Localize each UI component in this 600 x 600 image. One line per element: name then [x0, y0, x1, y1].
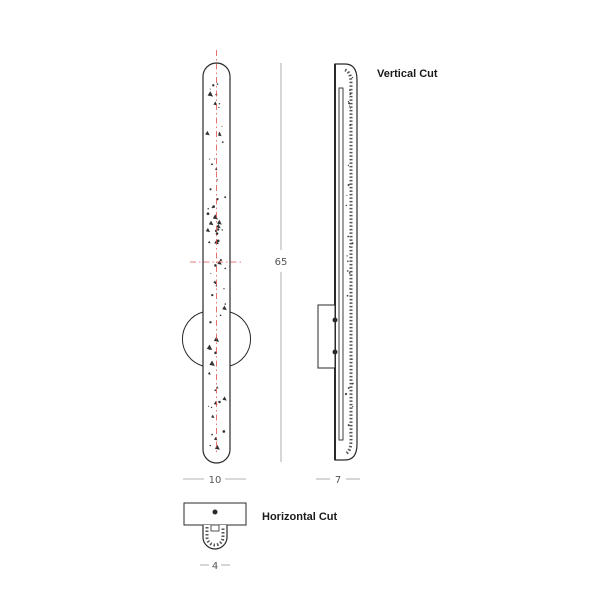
side-speckle: [348, 184, 350, 186]
side-speckle: [348, 101, 349, 102]
side-speckle: [348, 165, 349, 166]
speckle: [212, 84, 214, 86]
side-speckle: [351, 242, 353, 244]
speckle: [210, 445, 211, 446]
speckle: [208, 406, 209, 407]
speckle: [212, 207, 213, 208]
side-screw-upper: [333, 318, 338, 323]
cut-inner-channel: [211, 525, 219, 531]
width-dim-label: 10: [208, 475, 222, 486]
side-speckle: [350, 75, 351, 76]
speckle: [214, 389, 216, 391]
side-speckle: [348, 387, 350, 389]
depth-dimension: [316, 475, 360, 486]
speckle: [216, 179, 217, 180]
speckle: [209, 321, 211, 323]
speckle: [220, 315, 222, 317]
speckle: [222, 430, 225, 433]
side-speckle: [346, 205, 347, 206]
side-speckle: [352, 406, 353, 407]
side-screw-lower: [333, 350, 338, 355]
side-speckle: [352, 77, 353, 78]
side-speckle: [349, 433, 350, 434]
side-speckle: [346, 255, 347, 256]
speckle: [218, 107, 219, 108]
side-speckle: [347, 260, 349, 262]
cut-screw: [213, 510, 218, 515]
speckle: [217, 83, 219, 85]
side-speckle: [346, 195, 347, 196]
side-speckle: [351, 358, 353, 360]
cut-depth-label: 4: [211, 561, 219, 572]
front-view: [182, 50, 250, 463]
speckle: [209, 159, 210, 160]
speckle: [210, 188, 212, 190]
side-speckle: [348, 424, 350, 426]
speckle: [211, 294, 213, 296]
speckle: [220, 259, 222, 261]
speckle: [211, 434, 213, 436]
speckle: [218, 401, 220, 403]
speckle: [219, 103, 220, 104]
side-wall-bracket: [318, 305, 335, 368]
side-speckle: [349, 124, 351, 126]
horizontal-cut-view: [184, 503, 246, 549]
speckle: [224, 268, 226, 270]
speckle: [224, 303, 226, 305]
side-speckle: [349, 93, 351, 95]
speckle: [207, 208, 209, 210]
speckle: [223, 288, 224, 289]
speckle: [211, 407, 212, 408]
cut-depth-dimension: [200, 561, 230, 572]
side-speckle: [352, 383, 354, 385]
depth-dim-label: 7: [334, 475, 342, 486]
height-dim-label: 65: [274, 257, 288, 268]
side-speckle: [347, 270, 349, 272]
side-speckle: [347, 236, 349, 238]
side-speckle: [349, 105, 350, 106]
speckle: [210, 273, 211, 274]
speckle: [222, 229, 223, 230]
speckle: [224, 196, 226, 198]
side-outer-profile: [335, 64, 357, 460]
side-speckle: [349, 246, 350, 247]
width-dimension: [183, 475, 246, 486]
horizontal-cut-label: Horizontal Cut: [262, 511, 338, 523]
speckle: [217, 228, 219, 230]
vertical-cut-label: Vertical Cut: [377, 68, 438, 80]
side-speckle: [347, 295, 349, 297]
side-speckle: [350, 108, 351, 109]
side-speckle: [349, 89, 351, 91]
speckle: [215, 168, 217, 170]
side-speckle: [345, 393, 347, 395]
side-speckle: [349, 288, 350, 289]
side-view: [318, 64, 357, 460]
height-dimension: [275, 63, 288, 462]
speckle: [216, 232, 219, 235]
speckle: [215, 230, 217, 232]
speckle: [214, 158, 215, 159]
speckle: [210, 89, 211, 90]
speckle: [222, 126, 223, 127]
speckle: [222, 141, 224, 143]
speckle: [207, 212, 210, 215]
side-speckle: [348, 102, 350, 104]
side-speckle: [349, 272, 351, 274]
